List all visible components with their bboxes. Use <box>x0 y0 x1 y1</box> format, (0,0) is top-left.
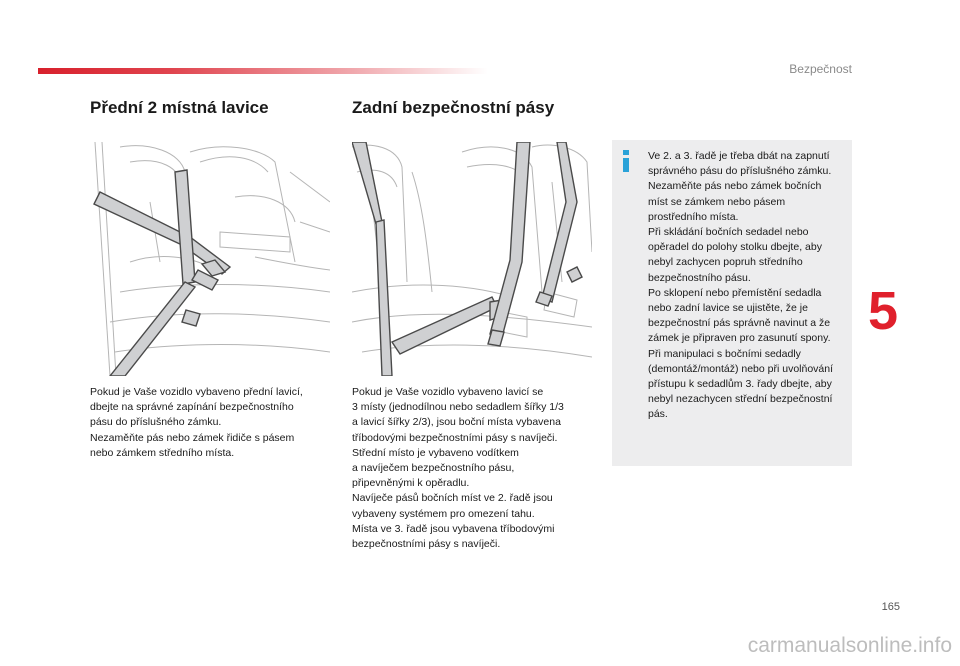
front-bench-text-line: Pokud je Vaše vozidlo vybaveno přední lavicí, <box>90 386 303 398</box>
info-text-line: nebo zadní lavice se ujistěte, že je <box>648 302 808 315</box>
info-text-line: prostředního místa. <box>648 210 739 223</box>
front-bench-heading: Přední 2 místná lavice <box>90 98 269 117</box>
chapter-number: 5 <box>868 281 899 341</box>
rear-belts-text-line: 3 místy (jednodílnou nebo sedadlem šířky 1/3 <box>352 401 564 414</box>
info-box <box>612 140 852 466</box>
header-accent-bar <box>38 68 488 74</box>
rear-belts-text-line: Navíječe pásů bočních míst ve 2. řadě jsou <box>352 492 553 505</box>
info-text-line: přístupu k sedadlům 3. řady dbejte, aby <box>648 378 832 391</box>
rear-belts-text-line: Pokud je Vaše vozidlo vybaveno lavicí se <box>352 386 544 398</box>
info-text-line: bezpečnostního pásu. <box>648 271 751 284</box>
rear-belts-text-line: a lavicí šířky 2/3), jsou boční místa vybavena <box>352 416 561 429</box>
rear-belts-text <box>352 385 587 552</box>
info-text-line: nebyl zachycen popruh středního <box>648 256 803 269</box>
info-text-line: bezpečnostní pás správně navinut a že <box>648 317 831 330</box>
rear-belts-text-line: bezpečnostními pásy s navíječi. <box>352 538 501 551</box>
rear-belts-text-line: připevněnými k opěradlu. <box>352 477 470 490</box>
info-text-line: Nezaměňte pás nebo zámek bočních <box>648 180 822 193</box>
info-text-line: nebyl nezachycen střední bezpečnostní <box>648 393 833 406</box>
front-bench-text-line: dbejte na správné zapínání bezpečnostního <box>90 401 294 414</box>
info-text-line: Při skládání bočních sedadel nebo <box>648 226 809 239</box>
rear-belts-heading: Zadní bezpečnostní pásy <box>352 98 555 117</box>
info-icon <box>620 150 632 172</box>
rear-belts-text-line: a navíječem bezpečnostního pásu, <box>352 462 515 475</box>
page-number: 165 <box>881 601 900 613</box>
front-bench-illustration <box>90 142 330 376</box>
info-text-line: (demontáž/montáž) nebo při uvolňování <box>648 362 834 375</box>
front-bench-text-line: nebo zámkem středního místa. <box>90 446 235 459</box>
rear-belts-text-line: vybaveny systémem pro omezení tahu. <box>352 507 535 520</box>
rear-belts-text-line: Místa ve 3. řadě jsou vybavena tříbodovými <box>352 522 555 535</box>
front-bench-text-line: pásu do příslušného zámku. <box>90 416 222 429</box>
rear-belts-text-line: tříbodovými bezpečnostními pásy s navíječi. <box>352 431 558 444</box>
info-text-line: Při manipulaci s bočními sedadly <box>648 347 801 360</box>
watermark: carmanualsonline.info <box>747 634 952 657</box>
rear-belts-illustration <box>352 142 592 376</box>
info-text-line: správného pásu do příslušného zámku. <box>648 165 832 178</box>
info-text-line: pás. <box>648 408 668 421</box>
info-text-line: míst se zámkem nebo pásem <box>648 195 786 208</box>
info-text-line: Ve 2. a 3. řadě je třeba dbát na zapnutí <box>648 150 830 162</box>
section-label: Bezpečnost <box>789 62 852 76</box>
front-bench-text-line: Nezaměňte pás nebo zámek řidiče s pásem <box>90 431 295 444</box>
info-text-line: opěradel do polohy stolku dbejte, aby <box>648 241 822 254</box>
info-text-line: zámek je připraven pro zasunutí spony. <box>648 332 831 345</box>
info-text-line: Po sklopení nebo přemístění sedadla <box>648 286 822 299</box>
rear-belts-text-line: Střední místo je vybaveno vodítkem <box>352 446 519 459</box>
info-box-text <box>648 149 848 423</box>
front-bench-text <box>90 385 330 461</box>
